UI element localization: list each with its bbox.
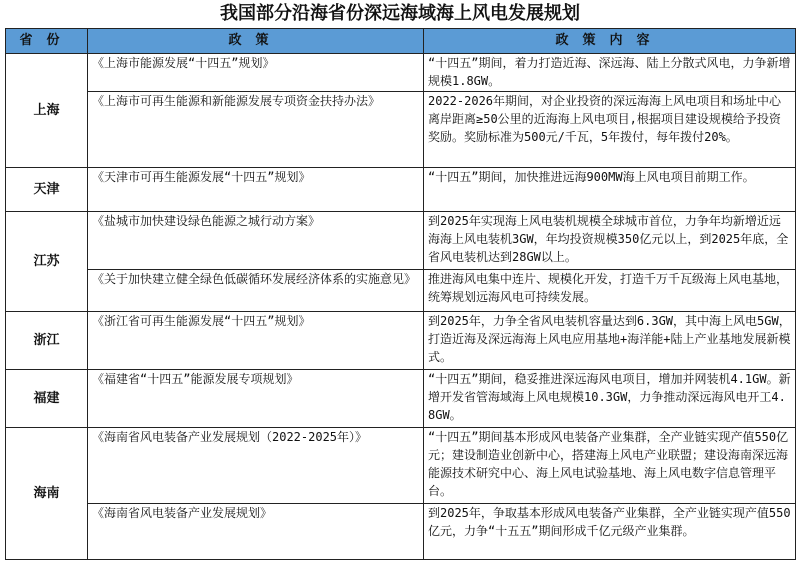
table-row [6, 92, 796, 168]
table-row [6, 270, 796, 312]
province-cell: 海南 [6, 428, 88, 560]
policy-table [5, 28, 796, 560]
province-cell: 浙江 [6, 312, 88, 370]
content-cell: 到2025年，争取基本形成风电装备产业集群，全产业链实现产值550亿元，力争“十五五”期间形成千亿元级产业集群。 [424, 504, 796, 560]
table-row [6, 54, 796, 92]
province-cell: 江苏 [6, 212, 88, 312]
policy-cell: 《福建省“十四五”能源发展专项规划》 [88, 370, 424, 428]
content-cell: “十四五”期间基本形成风电装备产业集群，全产业链实现产值550亿元；建设制造业创新中心，搭建海上风电产业联盟；建设海南深远海能源技术研究中心、海上风电试验基地、海上风电数字信息管理平台。 [424, 428, 796, 504]
content-cell: “十四五”期间，着力打造近海、深远海、陆上分散式风电，力争新增规模1.8GW。 [424, 54, 796, 92]
table-row [6, 168, 796, 212]
table-row [6, 312, 796, 370]
table-row [6, 428, 796, 504]
header-content: 政策内容 [424, 29, 796, 54]
policy-cell: 《海南省风电装备产业发展规划（2022-2025年）》 [88, 428, 424, 504]
header-policy: 政策 [88, 29, 424, 54]
policy-cell: 《浙江省可再生能源发展“十四五”规划》 [88, 312, 424, 370]
content-cell: 到2025年实现海上风电装机规模全球城市首位，力争年均新增近远海海上风电装机3GW，年均投资规模350亿元以上，到2025年底，全省风电装机达到28GW以上。 [424, 212, 796, 270]
province-cell: 福建 [6, 370, 88, 428]
content-cell: “十四五”期间，稳妥推进深远海风电项目，增加并网装机4.1GW。新增开发省管海域海上风电规模10.3GW，力争推动深远海风电开工4.8GW。 [424, 370, 796, 428]
table-row [6, 504, 796, 560]
content-cell: 到2025年，力争全省风电装机容量达到6.3GW，其中海上风电5GW，打造近海及深远海海上风电应用基地+海洋能+陆上产业基地发展新模式。 [424, 312, 796, 370]
content-cell: “十四五”期间，加快推进远海900MW海上风电项目前期工作。 [424, 168, 796, 212]
province-cell: 天津 [6, 168, 88, 212]
policy-cell: 《海南省风电装备产业发展规划》 [88, 504, 424, 560]
content-cell: 推进海风电集中连片、规模化开发，打造千万千瓦级海上风电基地，统筹规划远海风电可持续发展。 [424, 270, 796, 312]
policy-cell: 《关于加快建立健全绿色低碳循环发展经济体系的实施意见》 [88, 270, 424, 312]
policy-cell: 《盐城市加快建设绿色能源之城行动方案》 [88, 212, 424, 270]
page-title: 我国部分沿海省份深远海域海上风电发展规划 [220, 3, 580, 24]
header-province: 省份 [6, 29, 88, 54]
province-cell: 上海 [6, 54, 88, 168]
table-row [6, 212, 796, 270]
policy-cell: 《上海市可再生能源和新能源发展专项资金扶持办法》 [88, 92, 424, 168]
content-cell: 2022-2026年期间，对企业投资的深远海海上风电项目和场址中心离岸距离≥50公里的近海海上风电项目,根据项目建设规模给予投资奖励。奖励标准为500元/千瓦，5年拨付，每年拨付20%。 [424, 92, 796, 168]
policy-cell: 《天津市可再生能源发展“十四五”规划》 [88, 168, 424, 212]
table-header-row [6, 29, 796, 54]
table-row [6, 370, 796, 428]
policy-cell: 《上海市能源发展“十四五”规划》 [88, 54, 424, 92]
